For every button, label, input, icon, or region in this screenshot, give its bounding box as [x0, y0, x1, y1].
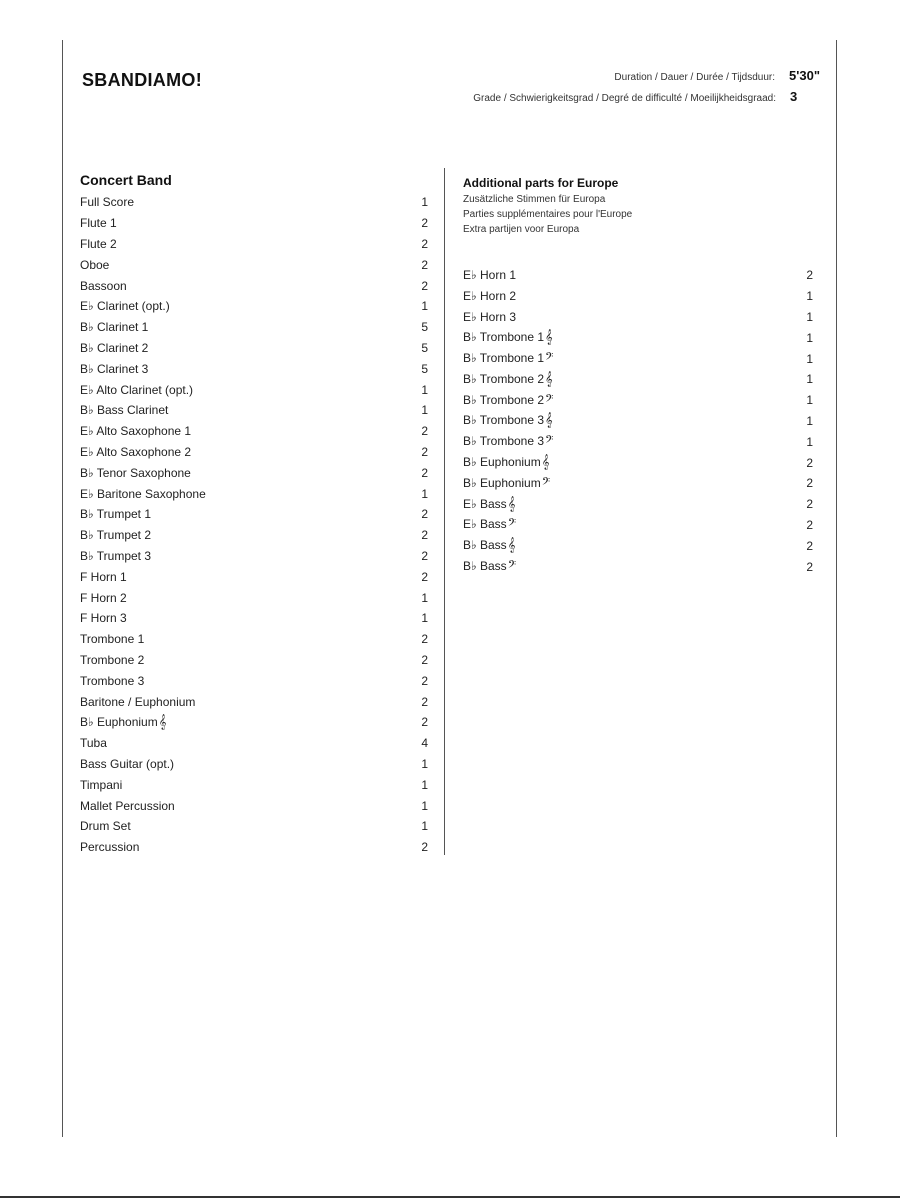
- part-count: 2: [421, 465, 428, 480]
- page-frame-left: [62, 40, 63, 1137]
- part-name: B♭ Bass: [463, 559, 507, 574]
- part-name-wrap: [80, 695, 195, 709]
- part-name: Trombone 3: [80, 673, 145, 688]
- part-name: Bassoon: [80, 278, 127, 293]
- part-row: [80, 462, 428, 483]
- part-row: [80, 275, 428, 296]
- part-name: E♭ Horn 2: [463, 289, 517, 304]
- part-name-wrap: [80, 799, 175, 813]
- part-count: 2: [421, 652, 428, 667]
- part-name-wrap: [463, 476, 550, 491]
- part-name: B♭ Clarinet 3: [80, 361, 149, 376]
- part-count: 2: [421, 840, 428, 855]
- part-count: 5: [421, 361, 428, 376]
- part-name-wrap: [80, 362, 148, 376]
- part-count: 1: [421, 486, 428, 501]
- part-count: 1: [806, 309, 813, 324]
- part-count: 2: [806, 476, 813, 491]
- part-row: [463, 515, 813, 536]
- part-name-wrap: [463, 351, 553, 366]
- part-name: E♭ Clarinet (opt.): [80, 299, 170, 314]
- part-count: 2: [421, 715, 428, 730]
- grade-value: 3: [790, 89, 798, 104]
- part-name: B♭ Trombone 1: [463, 330, 545, 345]
- part-name: Percussion: [80, 840, 140, 855]
- part-count: 1: [421, 798, 428, 813]
- part-name: Flute 2: [80, 236, 117, 251]
- europe-subheading-fr: Parties supplémentaires pour l'Europe: [463, 209, 633, 220]
- part-name-wrap: [463, 538, 515, 553]
- part-name: B♭ Trombone 2: [463, 371, 545, 386]
- part-row: [80, 733, 428, 754]
- part-name: E♭ Alto Saxophone 1: [80, 424, 192, 439]
- column-divider: [444, 168, 445, 855]
- part-name-wrap: [80, 507, 151, 521]
- part-name: B♭ Trombone 2: [463, 392, 545, 407]
- part-name: B♭ Trombone 1: [463, 351, 545, 366]
- part-row: [80, 608, 428, 629]
- part-row: [80, 234, 428, 255]
- part-count: 1: [806, 434, 813, 449]
- treble-clef-icon: 𝄞: [545, 413, 553, 429]
- part-row: [80, 192, 428, 213]
- part-count: 1: [806, 393, 813, 408]
- part-count: 5: [421, 320, 428, 335]
- part-name-wrap: [80, 736, 107, 750]
- part-name-wrap: [463, 559, 516, 574]
- part-name: B♭ Tenor Saxophone: [80, 465, 191, 480]
- part-name: B♭ Euphonium: [463, 475, 541, 490]
- part-count: 2: [806, 517, 813, 532]
- part-count: 2: [421, 444, 428, 459]
- part-row: [80, 442, 428, 463]
- part-name-wrap: [80, 570, 127, 584]
- part-name-wrap: [80, 778, 122, 792]
- part-row: [463, 473, 813, 494]
- part-row: [80, 837, 428, 858]
- part-name-wrap: [80, 549, 151, 563]
- part-name-wrap: [463, 455, 549, 470]
- part-count: 5: [421, 340, 428, 355]
- part-name-wrap: [80, 487, 206, 501]
- part-count: 1: [421, 611, 428, 626]
- part-name: Full Score: [80, 195, 135, 210]
- part-row: [80, 504, 428, 525]
- part-count: 2: [421, 424, 428, 439]
- grade-row: [473, 89, 820, 104]
- europe-subheading-nl: Extra partijen voor Europa: [463, 224, 580, 235]
- bass-clef-icon: 𝄢: [541, 475, 551, 491]
- part-name-wrap: [463, 289, 516, 303]
- part-row: [463, 411, 813, 432]
- part-name-wrap: [80, 195, 134, 209]
- part-count: 2: [421, 673, 428, 688]
- part-count: 2: [806, 268, 813, 283]
- part-name-wrap: [80, 403, 168, 417]
- europe-section: [463, 176, 813, 577]
- part-count: 2: [421, 236, 428, 251]
- part-name-wrap: [80, 341, 148, 355]
- part-row: [463, 369, 813, 390]
- part-count: 2: [806, 538, 813, 553]
- part-name: E♭ Alto Saxophone 2: [80, 444, 192, 459]
- part-name-wrap: [463, 372, 553, 387]
- part-row: [463, 265, 813, 286]
- part-row: [80, 400, 428, 421]
- europe-subheading-de: Zusätzliche Stimmen für Europa: [463, 194, 606, 205]
- part-name: Bass Guitar (opt.): [80, 756, 175, 771]
- part-name: E♭ Alto Clarinet (opt.): [80, 382, 194, 397]
- part-row: [80, 712, 428, 733]
- part-name-wrap: [80, 591, 127, 605]
- part-count: 2: [421, 528, 428, 543]
- part-row: [463, 307, 813, 328]
- part-row: [80, 650, 428, 671]
- part-count: 1: [421, 382, 428, 397]
- part-name: B♭ Bass Clarinet: [80, 403, 169, 418]
- part-count: 2: [421, 569, 428, 584]
- part-row: [80, 816, 428, 837]
- grade-label: Grade / Schwierigkeitsgrad / Degré de difficulté / Moeilijkheidsgraad:: [473, 93, 776, 104]
- part-row: [80, 795, 428, 816]
- part-name: B♭ Clarinet 2: [80, 340, 149, 355]
- part-name: Baritone / Euphonium: [80, 694, 196, 709]
- part-name-wrap: [463, 497, 515, 512]
- treble-clef-icon: 𝄞: [507, 496, 516, 512]
- part-count: 1: [421, 299, 428, 314]
- part-name-wrap: [80, 279, 127, 293]
- part-name-wrap: [80, 653, 144, 667]
- part-count: 1: [421, 777, 428, 792]
- bass-clef-icon: 𝄢: [545, 351, 554, 367]
- part-count: 2: [421, 257, 428, 272]
- bass-clef-icon: 𝄢: [545, 434, 554, 450]
- part-count: 1: [806, 413, 813, 428]
- part-row: [463, 327, 813, 348]
- part-name-wrap: [80, 237, 117, 251]
- part-row: [80, 358, 428, 379]
- concert-band-section: [80, 172, 428, 858]
- part-count: 1: [806, 289, 813, 304]
- part-row: [80, 629, 428, 650]
- part-name: B♭ Trumpet 3: [80, 548, 152, 563]
- part-name: B♭ Bass: [463, 538, 507, 553]
- part-count: 1: [421, 756, 428, 771]
- duration-label: Duration / Dauer / Durée / Tijdsduur:: [614, 72, 776, 83]
- part-name: F Horn 3: [80, 611, 127, 626]
- part-row: [463, 348, 813, 369]
- part-row: [463, 556, 813, 577]
- part-row: [80, 774, 428, 795]
- part-name-wrap: [463, 268, 516, 282]
- part-row: [80, 546, 428, 567]
- part-name-wrap: [80, 757, 174, 771]
- part-name-wrap: [80, 466, 191, 480]
- part-name: F Horn 2: [80, 590, 127, 605]
- part-count: 1: [806, 351, 813, 366]
- part-row: [463, 431, 813, 452]
- concert-band-part-list: [80, 192, 428, 858]
- part-count: 1: [421, 403, 428, 418]
- part-name-wrap: [80, 383, 193, 397]
- part-row: [463, 452, 813, 473]
- part-name: Tuba: [80, 736, 107, 751]
- concert-band-heading: Concert Band: [80, 172, 172, 188]
- part-row: [80, 483, 428, 504]
- part-count: 1: [806, 330, 813, 345]
- part-name: Mallet Percussion: [80, 798, 175, 813]
- part-count: 2: [806, 455, 813, 470]
- part-count: 2: [421, 216, 428, 231]
- part-count: 2: [421, 632, 428, 647]
- part-name: Flute 1: [80, 216, 117, 231]
- part-count: 2: [806, 559, 813, 574]
- part-name-wrap: [80, 528, 151, 542]
- part-count: 2: [421, 548, 428, 563]
- part-name: E♭ Baritone Saxophone: [80, 486, 206, 501]
- part-name-wrap: [80, 216, 117, 230]
- part-row: [80, 254, 428, 275]
- part-row: [80, 421, 428, 442]
- treble-clef-icon: 𝄞: [541, 455, 550, 471]
- part-name-wrap: [80, 299, 170, 313]
- part-row: [463, 494, 813, 515]
- part-count: 1: [421, 819, 428, 834]
- treble-clef-icon: 𝄞: [545, 330, 553, 346]
- part-row: [80, 754, 428, 775]
- treble-clef-icon: 𝄞: [545, 371, 553, 387]
- part-name-wrap: [80, 715, 166, 730]
- part-name-wrap: [463, 310, 516, 324]
- part-name-wrap: [463, 434, 553, 449]
- part-row: [80, 525, 428, 546]
- bass-clef-icon: 𝄢: [507, 559, 517, 575]
- part-row: [80, 670, 428, 691]
- part-name-wrap: [80, 445, 191, 459]
- part-name: B♭ Trumpet 2: [80, 528, 152, 543]
- part-name: Trombone 1: [80, 632, 145, 647]
- part-name: B♭ Trumpet 1: [80, 507, 152, 522]
- part-name-wrap: [80, 320, 148, 334]
- part-row: [463, 286, 813, 307]
- part-row: [80, 317, 428, 338]
- part-name-wrap: [80, 258, 109, 272]
- part-name-wrap: [80, 632, 144, 646]
- part-row: [80, 566, 428, 587]
- part-count: 4: [421, 736, 428, 751]
- part-name: B♭ Clarinet 1: [80, 320, 149, 335]
- part-name: Trombone 2: [80, 652, 145, 667]
- bass-clef-icon: 𝄢: [507, 517, 517, 533]
- part-name: B♭ Trombone 3: [463, 434, 545, 449]
- part-count: 1: [421, 195, 428, 210]
- part-count: 2: [421, 694, 428, 709]
- part-row: [463, 535, 813, 556]
- part-name-wrap: [463, 393, 553, 408]
- part-name-wrap: [463, 330, 553, 345]
- page-frame-bottom: [0, 1196, 900, 1198]
- part-count: 1: [806, 372, 813, 387]
- page-frame-right: [836, 40, 837, 1137]
- part-count: 1: [421, 590, 428, 605]
- part-name: E♭ Bass: [463, 517, 507, 532]
- page-title: SBANDIAMO!: [82, 70, 202, 90]
- duration-value: 5'30": [789, 68, 820, 83]
- part-name-wrap: [80, 819, 131, 833]
- part-name-wrap: [80, 674, 144, 688]
- part-row: [80, 587, 428, 608]
- part-name: Drum Set: [80, 819, 131, 834]
- part-name: E♭ Horn 1: [463, 268, 517, 283]
- part-count: 2: [421, 507, 428, 522]
- part-row: [80, 691, 428, 712]
- part-row: [80, 338, 428, 359]
- part-count: 2: [806, 497, 813, 512]
- part-name-wrap: [80, 611, 127, 625]
- part-name: B♭ Trombone 3: [463, 413, 545, 428]
- part-name: B♭ Euphonium: [463, 455, 541, 470]
- part-count: 2: [421, 278, 428, 293]
- part-row: [80, 296, 428, 317]
- treble-clef-icon: 𝄞: [158, 714, 167, 730]
- part-name-wrap: [80, 840, 139, 854]
- bass-clef-icon: 𝄢: [545, 392, 554, 408]
- duration-row: [614, 68, 820, 83]
- part-name: B♭ Euphonium: [80, 714, 158, 729]
- europe-part-list: [463, 265, 813, 577]
- part-name: E♭ Horn 3: [463, 309, 517, 324]
- part-name: E♭ Bass: [463, 496, 507, 511]
- part-name: Timpani: [80, 777, 123, 792]
- part-name-wrap: [463, 413, 553, 428]
- europe-heading: Additional parts for Europe: [463, 176, 619, 190]
- part-name: Oboe: [80, 257, 110, 272]
- part-row: [80, 213, 428, 234]
- treble-clef-icon: 𝄞: [507, 538, 516, 554]
- part-row: [80, 379, 428, 400]
- part-row: [463, 390, 813, 411]
- part-name-wrap: [80, 424, 191, 438]
- part-name: F Horn 1: [80, 569, 127, 584]
- part-name-wrap: [463, 517, 516, 532]
